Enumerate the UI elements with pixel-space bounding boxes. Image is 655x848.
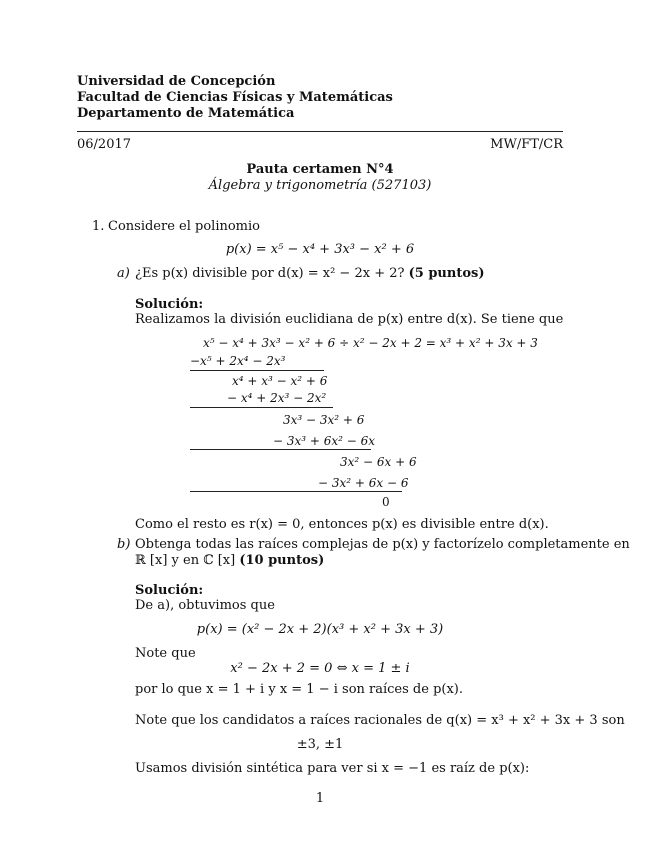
rational-candidates: ±3, ±1	[296, 737, 344, 752]
page-number: 1	[315, 791, 325, 806]
document-subtitle: Álgebra y trigonometría (527103)	[208, 178, 432, 193]
division-line-5: 3x³ − 3x² + 6	[283, 413, 365, 427]
synthetic-division-text: Usamos división sintética para ver si x = −1 es raíz de p(x):	[135, 761, 530, 776]
part-a-label: a)	[117, 266, 130, 281]
part-a-solution-label: Solución:	[135, 297, 204, 312]
division-line-6: − 3x³ + 6x² − 6x	[273, 434, 376, 448]
division-rule-2	[190, 407, 333, 408]
division-rule-4	[190, 491, 402, 492]
part-a-points: (5 puntos)	[408, 266, 485, 281]
part-a-question-text: ¿Es p(x) divisible por d(x) = x² − 2x + 2?	[135, 266, 405, 281]
part-b-points: (10 puntos)	[239, 553, 325, 568]
division-rule-3	[190, 449, 371, 450]
part-b-label: b)	[117, 537, 131, 552]
factorization-equation: p(x) = (x² − 2x + 2)(x³ + x² + 3x + 3)	[196, 622, 444, 637]
part-a-question	[135, 266, 484, 282]
exam-authors: MW/FT/CR	[490, 137, 563, 152]
division-line-8: − 3x² + 6x − 6	[318, 476, 409, 490]
part-b-question-sets: ℝ [x] y en ℂ [x]	[135, 553, 236, 568]
division-line-2: −x⁵ + 2x⁴ − 2x³	[190, 354, 286, 368]
part-b-note-1: Note que	[135, 646, 196, 661]
division-line-1: x⁵ − x⁴ + 3x³ − x² + 6 ÷ x² − 2x + 2 = x³ + x² + 3x + 3	[203, 336, 538, 350]
part-b-note-2: Note que los candidatos a raíces racionales de q(x) = x³ + x² + 3x + 3 son	[135, 713, 625, 728]
document-title: Pauta certamen N°4	[246, 162, 394, 177]
division-line-4: − x⁴ + 2x³ − 2x²	[227, 391, 327, 405]
part-b-question-line1: Obtenga todas las raíces complejas de p(x) y factorízelo completamente en	[135, 537, 630, 552]
department-name: Departamento de Matemática	[77, 106, 295, 121]
part-b-solution-label: Solución:	[135, 583, 204, 598]
university-name: Universidad de Concepción	[77, 74, 276, 89]
part-b-obtained: De a), obtuvimos que	[135, 598, 275, 613]
polynomial-equation: p(x) = x⁵ − x⁴ + 3x³ − x² + 6	[225, 242, 415, 257]
header-rule	[77, 131, 563, 132]
problem-intro: Considere el polinomio	[108, 219, 260, 234]
division-line-7: 3x² − 6x + 6	[340, 455, 417, 469]
part-a-solution-intro: Realizamos la división euclidiana de p(x) entre d(x). Se tiene que	[135, 312, 564, 327]
part-b-question-line2	[135, 553, 324, 569]
complex-roots-text: por lo que x = 1 + i y x = 1 − i son raíces de p(x).	[135, 682, 464, 697]
problem-number: 1.	[92, 219, 105, 234]
division-rule-1	[190, 370, 324, 371]
exam-date: 06/2017	[77, 137, 132, 152]
division-remainder: 0	[382, 495, 390, 509]
division-line-3: x⁴ + x³ − x² + 6	[232, 374, 328, 388]
part-a-conclusion: Como el resto es r(x) = 0, entonces p(x) es divisible entre d(x).	[135, 517, 549, 532]
faculty-name: Facultad de Ciencias Físicas y Matemáticas	[77, 90, 393, 105]
quadratic-equation: x² − 2x + 2 = 0 ⇔ x = 1 ± i	[230, 661, 410, 676]
